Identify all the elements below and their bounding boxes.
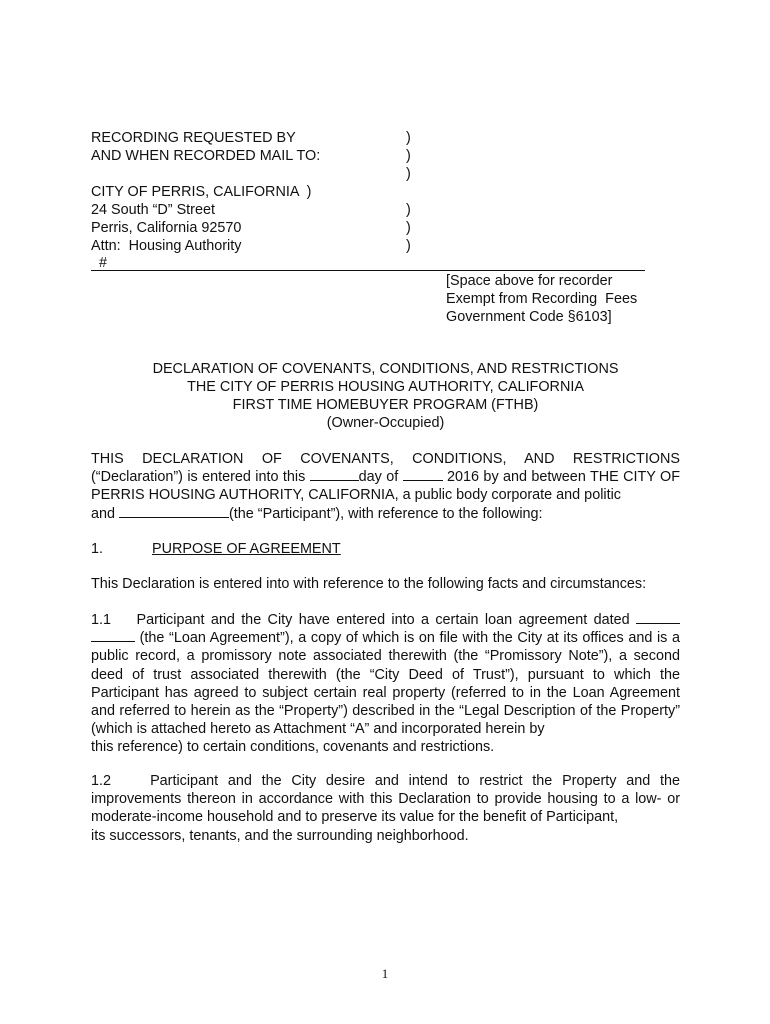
loan-date-blank-2 xyxy=(91,629,135,642)
intro-text-2: day of xyxy=(358,469,403,486)
paragraph-1-2 xyxy=(91,772,680,845)
when-recorded-mail-to: AND WHEN RECORDED MAIL TO: xyxy=(91,148,321,164)
document-number-label: # xyxy=(99,255,108,271)
paren-5: ) xyxy=(406,220,411,236)
title-line-4: (Owner-Occupied) xyxy=(326,415,445,431)
intro-text-5: (the “Participant”), with reference to the following: xyxy=(229,505,543,522)
intro-text-1: THIS DECLARATION OF COVENANTS, CONDITIONS, AND RESTRICTIONS (“Declaration”) is entered into this xyxy=(91,451,680,486)
paragraph-1-1-text-a: Participant and the City have entered into a certain loan agreement dated xyxy=(136,612,636,628)
recorder-note-line-1: [Space above for recorder xyxy=(446,273,613,289)
address-line-attn: Attn: Housing Authority xyxy=(91,238,242,254)
paragraph-1-1-text-b: (the “Loan Agreement”), a copy of which is on file with the City at its offices and is a public record, a promissory note associated therewith (the “Promissory Note”), a second deed of trust associated therewith (the “City Deed of Trust”), pursuant to which the Participant has agreed to subject certain real property (referred to in the Loan Agreement and referred to herein as the “Property”) described in the “Legal Description of the Property” (which is attached hereto as Attachment “A” and incorporated herein by xyxy=(91,630,680,738)
title-line-2: THE CITY OF PERRIS HOUSING AUTHORITY, CALIFORNIA xyxy=(187,379,584,395)
month-blank xyxy=(403,468,443,481)
intro-text-4: and xyxy=(91,505,120,522)
paragraph-1-1-last-line: this reference) to certain conditions, covenants and restrictions. xyxy=(91,739,495,756)
recorder-note-line-2: Exempt from Recording Fees xyxy=(446,291,638,307)
intro-paragraph xyxy=(91,450,680,523)
page-number: 1 xyxy=(381,966,389,981)
paragraph-1-1-number: 1.1 xyxy=(91,612,112,628)
title-line-3: FIRST TIME HOMEBUYER PROGRAM (FTHB) xyxy=(232,397,539,413)
recording-requested-by: RECORDING REQUESTED BY xyxy=(91,130,296,146)
paragraph-1-2-number: 1.2 xyxy=(91,773,112,789)
loan-date-blank-1 xyxy=(636,611,680,624)
title-line-1: DECLARATION OF COVENANTS, CONDITIONS, AND RESTRICTIONS xyxy=(152,361,619,377)
paren-4: ) xyxy=(406,202,411,218)
paren-6: ) xyxy=(406,238,411,254)
section-1-heading: PURPOSE OF AGREEMENT xyxy=(152,541,341,557)
day-blank xyxy=(310,468,359,481)
recorder-note-line-3: Government Code §6103] xyxy=(446,309,612,325)
address-line-city: CITY OF PERRIS, CALIFORNIA ) xyxy=(91,184,312,200)
paragraph-1-1 xyxy=(91,611,680,757)
participant-blank xyxy=(119,505,229,518)
paragraph-1-2-text: Participant and the City desire and intend to restrict the Property and the improvements thereon in accordance with this Declaration to provide housing to a low- or moderate-income household and to preserve its value for the benefit of Participant, xyxy=(91,773,681,826)
intro-text-3: 2016 by and between THE CITY OF PERRIS HOUSING AUTHORITY, CALIFORNIA, a public body corporate and politic xyxy=(91,469,680,504)
paragraph-1-2-last-line: its successors, tenants, and the surrounding neighborhood. xyxy=(91,827,469,844)
paren-1: ) xyxy=(406,130,411,146)
section-1-number: 1. xyxy=(91,541,104,557)
section-1-lead: This Declaration is entered into with reference to the following facts and circumstances: xyxy=(91,576,647,592)
address-line-city-zip: Perris, California 92570 xyxy=(91,220,242,236)
paren-2: ) xyxy=(406,148,411,164)
paren-3: ) xyxy=(406,166,411,182)
address-line-street: 24 South “D” Street xyxy=(91,202,215,218)
recorder-divider-line xyxy=(91,270,645,271)
